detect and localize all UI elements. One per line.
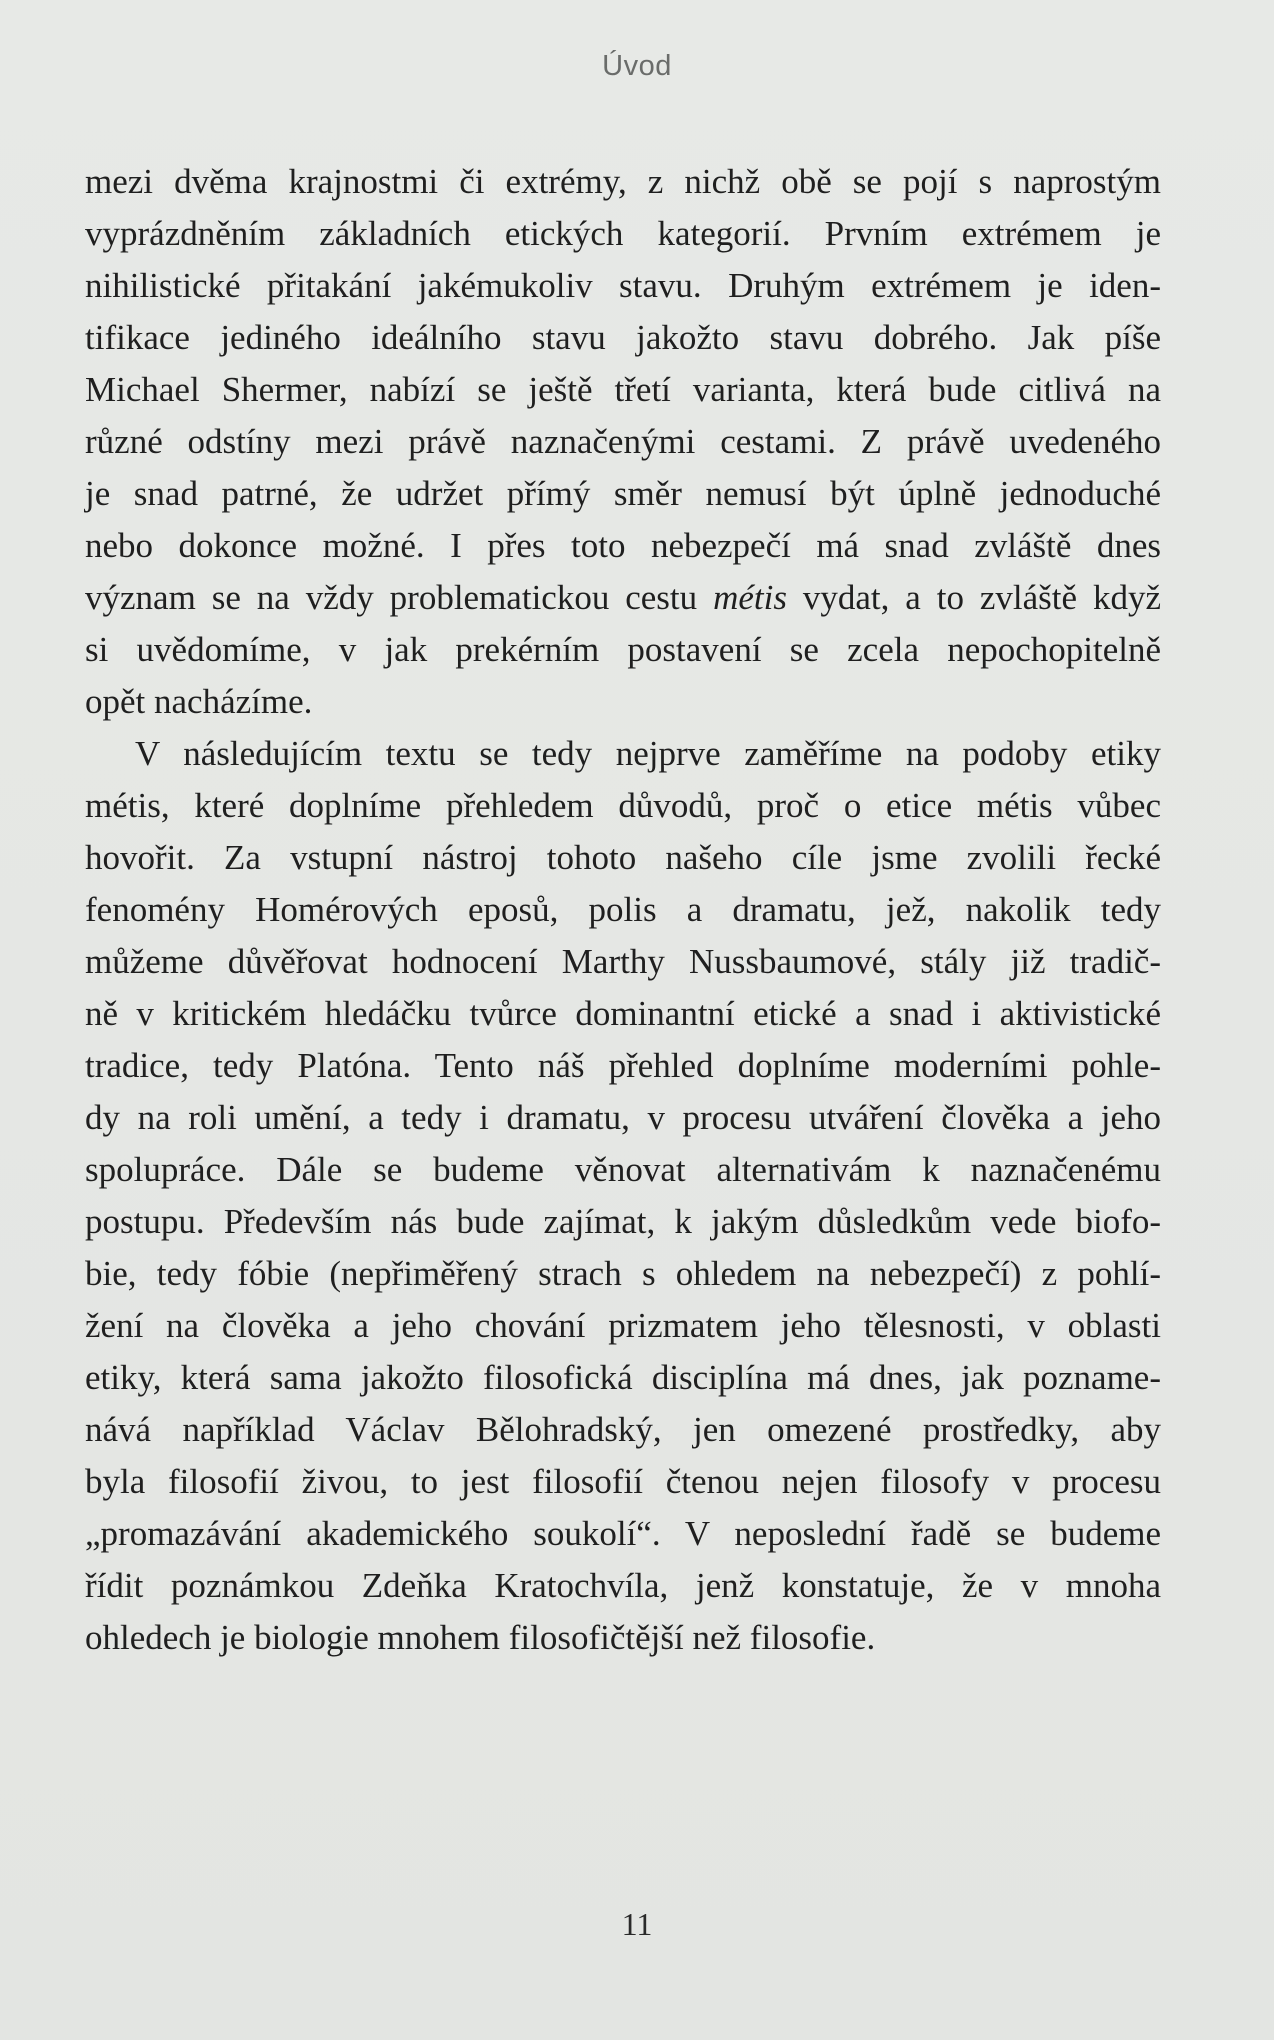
text-line-last: opět nacházíme. <box>85 682 313 721</box>
text-line: postupu. Především nás bude zajímat, k jakým důsledkům vede biofo- <box>85 1202 1161 1241</box>
text-line-last: ohledech je biologie mnohem filosofičtější než filosofie. <box>85 1618 876 1657</box>
text-line: nebo dokonce možné. I přes toto nebezpečí má snad zvláště dnes <box>85 526 1161 565</box>
text-line: nává například Václav Bělohradský, jen omezené prostředky, aby <box>85 1410 1161 1449</box>
text-line: bie, tedy fóbie (nepřiměřený strach s ohledem na nebezpečí) z pohlí- <box>85 1254 1161 1293</box>
text-line: si uvědomíme, v jak prekérním postavení se zcela nepochopitelně <box>85 630 1161 669</box>
text-line: „promazávání akademického soukolí“. V neposlední řadě se budeme <box>85 1514 1161 1553</box>
text-line: ně v kritickém hledáčku tvůrce dominantní etické a snad i aktivistické <box>85 994 1161 1033</box>
text-line: nihilistické přitakání jakémukoliv stavu. Druhým extrémem je iden- <box>85 266 1161 305</box>
text-line: řídit poznámkou Zdeňka Kratochvíla, jenž konstatuje, že v mnoha <box>85 1566 1161 1605</box>
text-line: vyprázdněním základních etických kategorií. Prvním extrémem je <box>85 214 1161 253</box>
text-line-indent: V následujícím textu se tedy nejprve zaměříme na podoby etiky <box>135 734 1161 773</box>
text-line: etiky, která sama jakožto filosofická disciplína má dnes, jak pozname- <box>85 1358 1161 1397</box>
text-line: je snad patrné, že udržet přímý směr nemusí být úplně jednoduché <box>85 474 1161 513</box>
text-line: métis, které doplníme přehledem důvodů, proč o etice métis vůbec <box>85 786 1161 825</box>
running-head: Úvod <box>602 50 672 82</box>
italic-term: métis <box>713 578 787 617</box>
text-line: byla filosofií živou, to jest filosofií čtenou nejen filosofy v procesu <box>85 1462 1161 1501</box>
text-line: tifikace jediného ideálního stavu jakožto stavu dobrého. Jak píše <box>85 318 1161 357</box>
text-line: žení na člověka a jeho chování prizmatem jeho tělesnosti, v oblasti <box>85 1306 1161 1345</box>
text-line: Michael Shermer, nabízí se ještě třetí varianta, která bude citlivá na <box>85 370 1161 409</box>
text-line: tradice, tedy Platóna. Tento náš přehled doplníme moderními pohle- <box>85 1046 1161 1085</box>
text-line-with-italic <box>85 572 1161 624</box>
text-segment: význam se na vždy problematickou cestu <box>85 578 714 617</box>
text-line: hovořit. Za vstupní nástroj tohoto našeho cíle jsme zvolili řecké <box>85 838 1161 877</box>
text-line: mezi dvěma krajnostmi či extrémy, z nichž obě se pojí s naprostým <box>85 162 1161 201</box>
text-line: dy na roli umění, a tedy i dramatu, v procesu utváření člověka a jeho <box>85 1098 1161 1137</box>
text-line: můžeme důvěřovat hodnocení Marthy Nussbaumové, stály již tradič- <box>85 942 1161 981</box>
text-segment: vydat, a to zvláště když <box>786 578 1161 617</box>
text-line: spolupráce. Dále se budeme věnovat alternativám k naznačenému <box>85 1150 1161 1189</box>
page-number: 11 <box>621 1906 653 1942</box>
body-text <box>85 156 1161 1664</box>
text-line: fenomény Homérových eposů, polis a dramatu, jež, nakolik tedy <box>85 890 1161 929</box>
text-line: různé odstíny mezi právě naznačenými cestami. Z právě uvedeného <box>85 422 1161 461</box>
